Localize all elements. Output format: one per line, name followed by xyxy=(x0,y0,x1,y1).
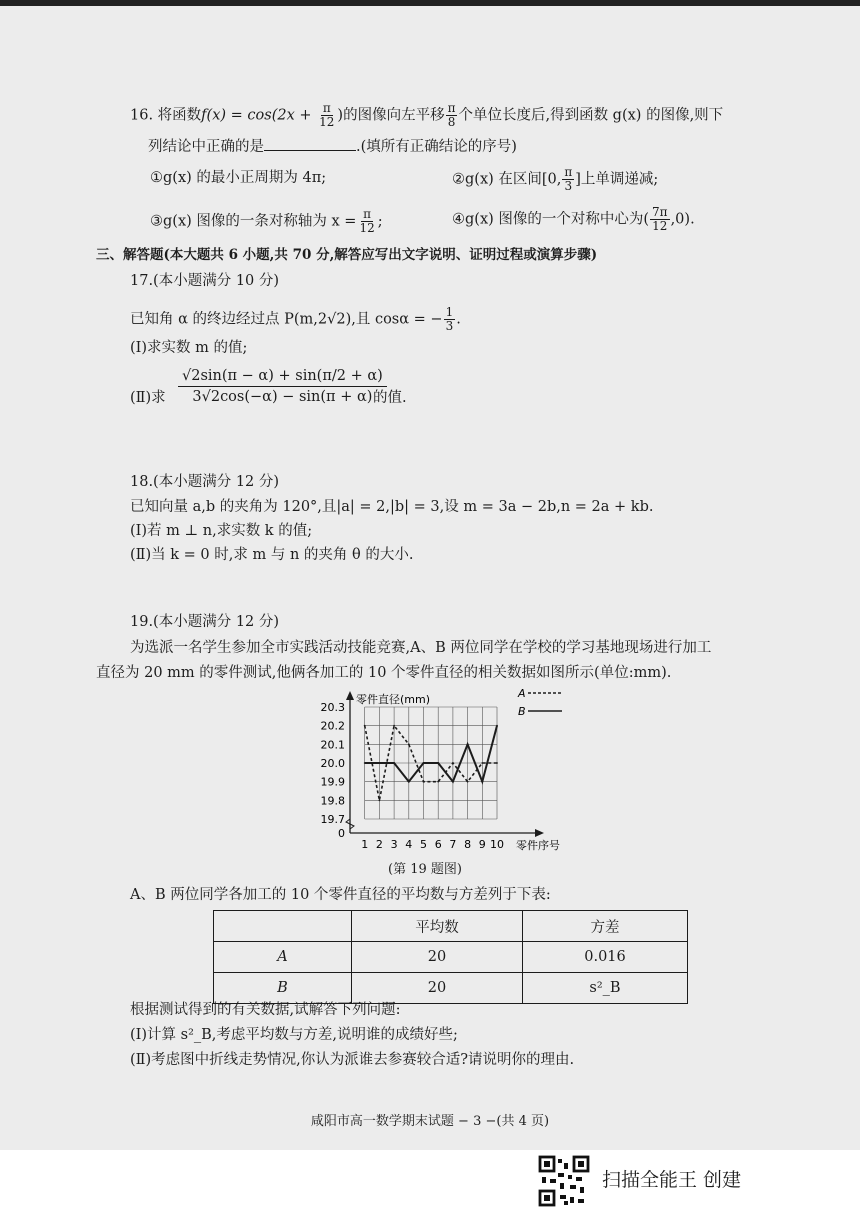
chart-legend xyxy=(517,687,562,718)
y-tick-label: 20.1 xyxy=(320,738,345,752)
data-point-a xyxy=(452,762,454,764)
table-intro: A、B 两位同学各加工的 10 个零件直径的平均数与方差列于下表: xyxy=(130,887,551,903)
q19-stem-1: 为选派一名学生参加全市实践活动技能竞赛,A、B 两位同学在学校的学习基地现场进行加工 xyxy=(130,640,712,656)
table-cell: A xyxy=(214,942,352,973)
data-point-a xyxy=(379,799,381,801)
data-point-b xyxy=(467,743,469,745)
data-point-b xyxy=(423,762,425,764)
q16-number: 16. xyxy=(130,107,154,124)
x-axis-arrow xyxy=(535,829,544,837)
table-cell: 0.016 xyxy=(523,942,688,973)
y-tick-label: 19.9 xyxy=(320,775,345,789)
x-tick-label: 5 xyxy=(420,838,427,851)
x-tick-label: 3 xyxy=(390,838,398,851)
q17-stem: 已知角 α 的终边经过点 P(m,2√2),且 cosα = − $\frac{1}{3}$ . xyxy=(130,305,461,333)
figure-caption: (第 19 题图) xyxy=(388,862,462,877)
q16-frac-pi-12: $\frac{\pi}{12}$ xyxy=(319,101,335,129)
y-tick-label: 19.7 xyxy=(320,813,345,826)
legend-label-b: B xyxy=(518,705,526,718)
x-axis-label: 零件序号 xyxy=(516,839,560,852)
y-axis-arrow xyxy=(346,691,354,700)
q16-text: 将函数 xyxy=(157,107,202,124)
x-tick-label: 6 xyxy=(434,838,442,851)
table-header-row xyxy=(214,911,688,942)
legend-label-a: A xyxy=(518,687,526,700)
table-row xyxy=(214,942,688,973)
data-point-b xyxy=(364,762,366,764)
x-tick-label: 10 xyxy=(490,838,504,851)
q19-part1: (Ⅰ)计算 s²_B,考虑平均数与方差,说明谁的成绩好些; xyxy=(130,1027,458,1043)
q17-part1: (Ⅰ)求实数 m 的值; xyxy=(130,340,248,356)
y-tick-label: 19.8 xyxy=(320,794,345,808)
y-tick-label: 20.2 xyxy=(320,719,345,733)
q16-option-3: ③g(x) 图像的一条对称轴为 x = $\frac{\pi}{12}$ ; xyxy=(150,207,383,235)
stats-table xyxy=(213,910,688,1004)
q16-text-b: )的图像向左平移 xyxy=(337,107,445,124)
q16-line2: 列结论中正确的是 .(填所有正确结论的序号) xyxy=(148,136,517,157)
q19-header: 19.(本小题满分 12 分) xyxy=(130,614,280,630)
table-cell: 20 xyxy=(352,942,523,973)
q17-part2-end: 的值. xyxy=(373,390,407,406)
data-point-a xyxy=(467,781,469,783)
data-point-a xyxy=(481,762,483,764)
diameter-line-chart xyxy=(310,685,600,855)
data-point-b xyxy=(393,762,395,764)
q17-header: 17.(本小题满分 10 分) xyxy=(130,273,280,289)
x-tick-label: 8 xyxy=(464,838,472,851)
table-header-cell: 平均数 xyxy=(352,911,523,942)
data-point-a xyxy=(364,725,366,727)
data-point-b xyxy=(496,725,498,727)
scan-top-edge xyxy=(0,0,860,6)
table-cell: s²_B xyxy=(523,973,688,1004)
x-tick-label: 9 xyxy=(478,838,486,851)
table-row xyxy=(214,973,688,1004)
answer-blank xyxy=(264,136,356,151)
data-point-b xyxy=(481,781,483,783)
table-header-cell xyxy=(214,911,352,942)
y-axis-label: 零件直径(mm) xyxy=(356,693,431,706)
page-footer: 咸阳市高一数学期末试题 − 3 −(共 4 页) xyxy=(310,1114,550,1129)
data-point-b xyxy=(452,781,454,783)
x-tick-label: 2 xyxy=(375,838,383,851)
data-point-b xyxy=(408,781,410,783)
data-point-b xyxy=(437,762,439,764)
table-cell: 20 xyxy=(352,973,523,1004)
series-line-b xyxy=(365,726,497,782)
q18-stem: 已知向量 a,b 的夹角为 120°,且|a| = 2,|b| = 3,设 m = 3a − 2b,n = 2a + kb. xyxy=(130,499,654,515)
q18-part1: (Ⅰ)若 m ⊥ n,求实数 k 的值; xyxy=(130,523,313,539)
q16-function: f(x) = cos(2x + xyxy=(201,107,312,124)
q16-text-c: 个单位长度后,得到函数 g(x) 的图像,则下 xyxy=(458,107,724,124)
q17-part2-label: (Ⅱ)求 xyxy=(130,390,166,406)
x-tick-label: 7 xyxy=(449,838,457,851)
data-point-a xyxy=(437,781,439,783)
q19-stem-2: 直径为 20 mm 的零件测试,他俩各加工的 10 个零件直径的相关数据如图所示(单位:mm). xyxy=(96,665,672,681)
y-tick-label: 0 xyxy=(338,827,345,840)
x-tick-labels xyxy=(361,838,504,851)
q18-header: 18.(本小题满分 12 分) xyxy=(130,474,280,490)
q19-after: 根据测试得到的有关数据,试解答下列问题: xyxy=(130,1002,401,1018)
y-tick-label: 20.3 xyxy=(320,701,345,714)
q16-option-4: ④g(x) 图像的一个对称中心为( $\frac{7\pi}{12}$ ,0). xyxy=(452,205,695,233)
data-point-a xyxy=(393,725,395,727)
data-point-a xyxy=(496,762,498,764)
table-cell: B xyxy=(214,973,352,1004)
x-tick-label: 4 xyxy=(405,838,413,851)
q16-line1 xyxy=(130,102,723,129)
q17-expression: $\frac{√2\sin(\pi - \alpha) + \sin(\pi/2 + \alpha)}{3√2\cos(-\alpha) - \sin(\pi + \alpha)}$ xyxy=(178,368,387,405)
table-header-cell: 方差 xyxy=(523,911,688,942)
data-point-a xyxy=(408,743,410,745)
q19-part2: (Ⅱ)考虑图中折线走势情况,你认为派谁去参赛较合适?请说明你的理由. xyxy=(130,1052,575,1068)
x-tick-label: 1 xyxy=(361,838,369,851)
y-tick-labels xyxy=(321,701,346,840)
data-point-b xyxy=(379,762,381,764)
q16-frac-pi-8: $\frac{\pi}{8}$ xyxy=(447,101,456,129)
q16-option-1: ①g(x) 的最小正周期为 4π; xyxy=(150,170,327,186)
scanner-brand: 扫描全能王 创建 xyxy=(602,1169,742,1191)
q18-part2: (Ⅱ)当 k = 0 时,求 m 与 n 的夹角 θ 的大小. xyxy=(130,547,414,563)
section-heading: 三、解答题(本大题共 6 小题,共 70 分,解答应写出文字说明、证明过程或演算步骤) xyxy=(96,247,598,263)
q16-option-2: ②g(x) 在区间[0, $\frac{\pi}{3}$ ]上单调递减; xyxy=(452,165,659,193)
data-point-a xyxy=(423,781,425,783)
y-tick-label: 20.0 xyxy=(320,757,345,770)
qr-code-icon xyxy=(538,1155,590,1207)
